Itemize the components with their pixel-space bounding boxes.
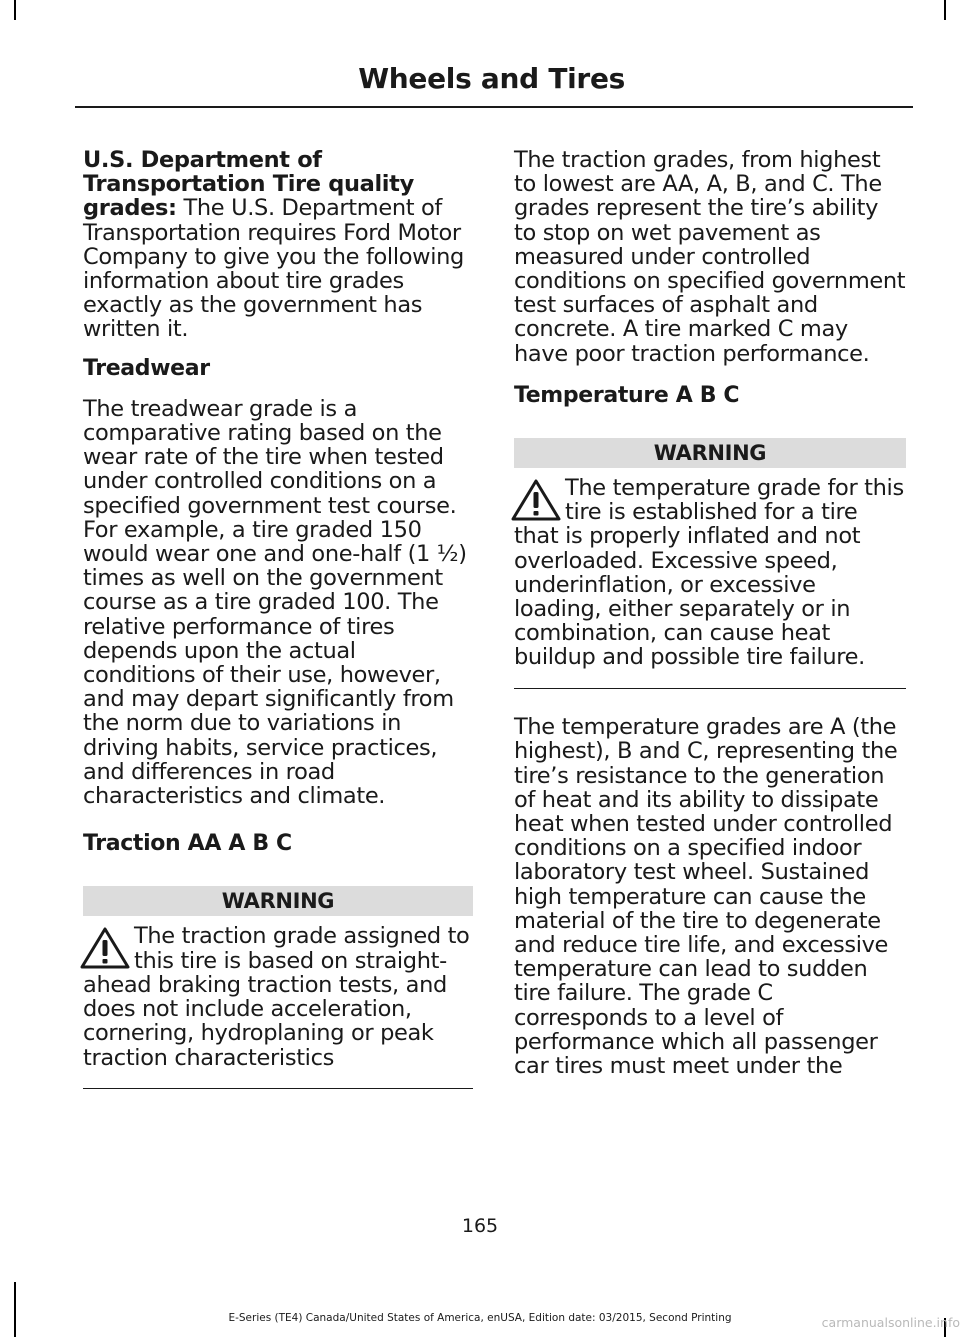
warning-triangle-icon bbox=[510, 478, 562, 522]
temperature-heading: Temperature A B C bbox=[514, 382, 740, 408]
temperature-warning-text: The temperature grade for this tire is established for a tire that is properly inflated and not overloaded. Excessive speed, underinflation, or excessive loading, either separately or in combination, can cause heat buildup and possible tire failure. bbox=[514, 475, 904, 671]
traction-grades-paragraph: The traction grades, from highest to lowest are AA, A, B, and C. The grades represent the tire’s ability to stop on wet pavement as measured under controlled conditions on specified government test surfaces of asphalt and concrete. A tire marked C may have poor traction performance. bbox=[514, 147, 906, 367]
page-number: 165 bbox=[461, 1215, 499, 1237]
intro-paragraph bbox=[83, 148, 473, 342]
traction-heading: Traction AA A B C bbox=[83, 831, 292, 857]
treadwear-heading: Treadwear bbox=[83, 355, 210, 381]
intro-text: The U.S. Department of Transportation requires Ford Motor Company to give you the following information about tire grades exactly as the government has written it. bbox=[83, 195, 464, 343]
intro-heading: U.S. Department of Transportation Tire quality grades: bbox=[83, 147, 414, 222]
treadwear-paragraph: The treadwear grade is a comparative rating based on the wear rate of the tire when tested under controlled conditions on a specified government test course. For example, a tire graded 150 would wear one and one-half (1 ½) times as well on the government course as a tire graded 100. The relative performance of tires depends upon the actual conditions of their use, however, and may depart significantly from the norm due to variations in driving habits, service practices, and differences in road characteristics and climate. bbox=[83, 395, 467, 810]
header-divider bbox=[75, 106, 913, 108]
temperature-warning bbox=[514, 476, 906, 689]
watermark: carmanualsonline.info bbox=[821, 1315, 960, 1330]
traction-warning-text: The traction grade assigned to this tire is based on straight-ahead braking traction tests, and does not include acceleration, cornering, hydroplaning or peak traction characteristics bbox=[83, 923, 470, 1071]
warning-triangle-icon bbox=[79, 926, 131, 970]
footer-edition-info: E-Series (TE4) Canada/United States of America, enUSA, Edition date: 03/2015, Second Printing bbox=[228, 1312, 732, 1324]
right-column bbox=[514, 148, 906, 1093]
left-column bbox=[83, 148, 473, 1115]
temperature-warning-label: WARNING bbox=[514, 438, 906, 468]
temperature-grades-paragraph: The temperature grades are A (the highest), B and C, representing the tire’s resistance to the generation of heat and its ability to dissipate heat when tested under controlled conditions on a specified indoor laboratory test wheel. Sustained high temperature can cause the material of the tire to degenerate and reduce tire life, and excessive temperature can lead to sudden tire failure. The grade C corresponds to a level of performance which all passenger car tires must meet under the bbox=[514, 714, 898, 1079]
traction-warning bbox=[83, 924, 473, 1089]
warning-divider bbox=[83, 1088, 473, 1090]
crop-mark-top-left bbox=[14, 0, 16, 20]
traction-warning-label: WARNING bbox=[83, 886, 473, 916]
page-title: Wheels and Tires bbox=[358, 62, 625, 95]
crop-mark-bottom-left bbox=[14, 1282, 16, 1337]
warning-divider bbox=[514, 688, 906, 690]
crop-mark-top-right bbox=[944, 0, 946, 20]
